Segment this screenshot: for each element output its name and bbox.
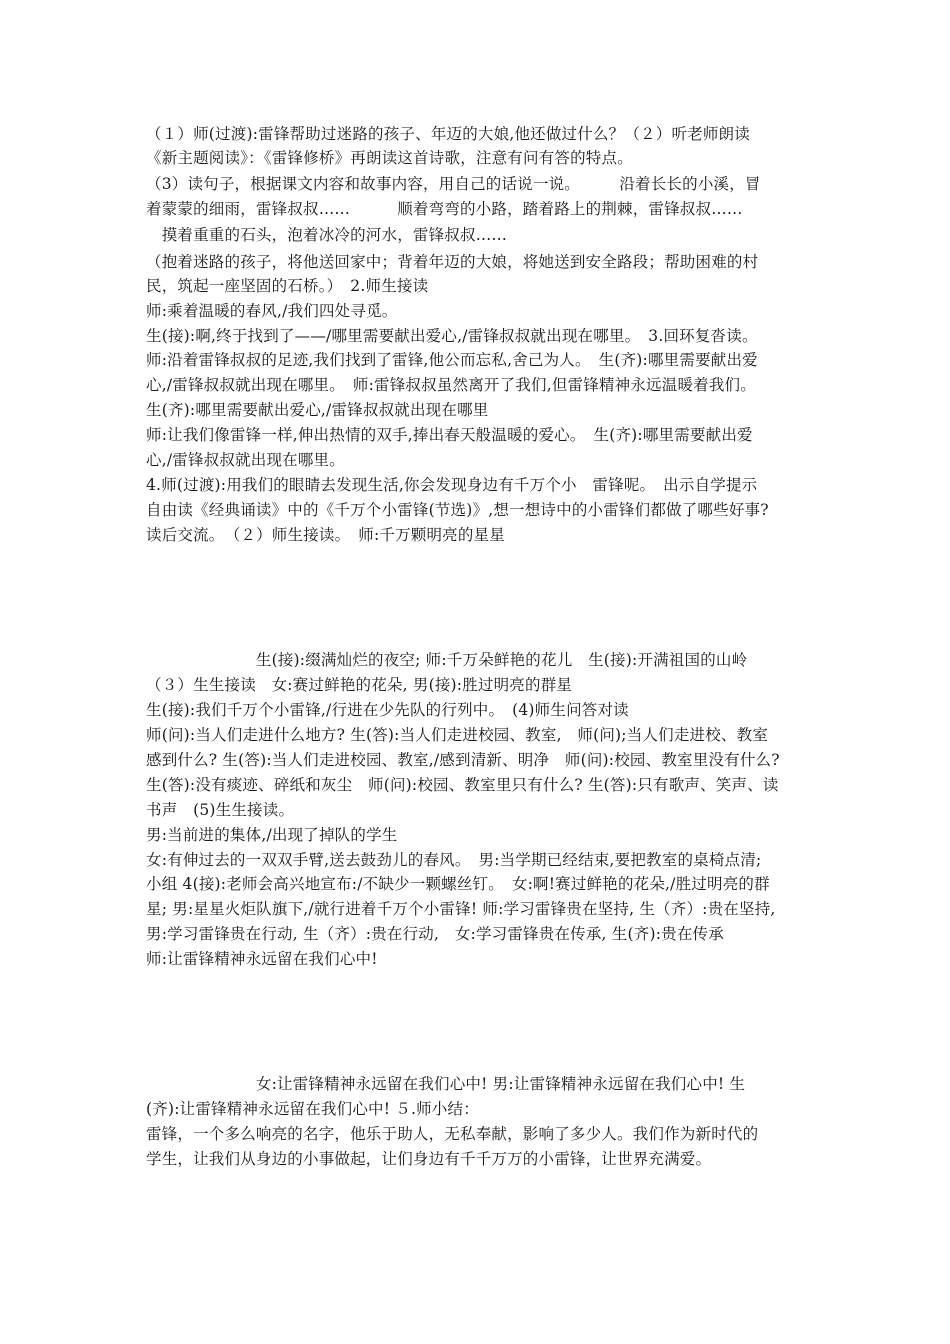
text-line: 《新主题阅读》：《雷锋修桥》再朗读这首诗歌，注意有问有答的特点。 bbox=[146, 149, 633, 167]
text-line: 生(答):没有痰迹、碎纸和灰尘 师(问):校园、教室里只有什么? 生(答):只有歌声、笑声、读 bbox=[146, 776, 779, 794]
text-line: 书声 (5)生生接读。 bbox=[146, 801, 295, 819]
text-line: 师:乘着温暖的春风,/我们四处寻觅。 bbox=[146, 302, 398, 320]
text-line: 心,/雷锋叔叔就出现在哪里。 师:雷锋叔叔虽然离开了我们,但雷锋精神永远温暖着我们。 bbox=[146, 376, 756, 394]
text-line: 雷锋，一个多么响亮的名字，他乐于助人，无私奉献，影响了多少人。我们作为新时代的 bbox=[146, 1125, 759, 1143]
text-line: （抱着迷路的孩子，将他送回家中；背着年迈的大娘，将她送到安全路段；帮助困难的村 bbox=[146, 253, 759, 271]
text-line: （３）生生接读 女:赛过鲜艳的花朵, 男(接):胜过明亮的群星 bbox=[146, 676, 573, 694]
text-line: 师:让雷锋精神永远留在我们心中! bbox=[146, 950, 378, 968]
text-line: 民，筑起一座坚固的石桥。） 2.师生接读 bbox=[146, 277, 429, 295]
text-line: 生(接):啊,终于找到了——/哪里需要献出爱心,/雷锋叔叔就出现在哪里。 3.回环复沓读。 bbox=[146, 327, 758, 345]
text-line: 摸着重重的石头，泡着冰冷的河水，雷锋叔叔…… bbox=[146, 226, 508, 244]
text-line: 女:有伸过去的一双双手臂,送去鼓劲儿的春风。 男:当学期已经结束,要把教室的桌椅点清; bbox=[146, 851, 762, 869]
text-line: 学生，让我们从身边的小事做起，让们身边有千千万万的小雷锋，让世界充满爱。 bbox=[146, 1150, 712, 1168]
text-line: 师:让我们像雷锋一样,伸出热情的双手,捧出春天般温暖的爱心。 生(齐):哪里需要献出爱 bbox=[146, 426, 753, 444]
text-line: 生(齐):哪里需要献出爱心,/雷锋叔叔就出现在哪里 bbox=[146, 401, 489, 419]
text-line: 男:当前进的集体,/出现了掉队的学生 bbox=[146, 826, 398, 844]
text-line: 自由读《经典诵读》中的《千万个小雷锋(节选)》,想一想诗中的小雷锋们都做了哪些好事? bbox=[146, 501, 769, 519]
text-line: 男:学习雷锋贵在行动, 生（齐）:贵在行动, 女:学习雷锋贵在传承, 生(齐):贵在传承 bbox=[146, 925, 724, 943]
text-line: 心,/雷锋叔叔就出现在哪里。 bbox=[146, 451, 345, 469]
text-line: （１）师(过渡):雷锋帮助过迷路的孩子、年迈的大娘,他还做过什么？（２）听老师朗读 bbox=[146, 125, 750, 143]
text-line: 生(接):缀满灿烂的夜空; 师:千万朵鲜艳的花儿 生(接):开满祖国的山岭 bbox=[146, 651, 748, 669]
text-line: 小组 4(接):老师会高兴地宣布:/不缺少一颗螺丝钉。 女:啊!赛过鲜艳的花朵,/胜过明亮的群 bbox=[146, 875, 770, 893]
text-line: 师:沿着雷锋叔叔的足迹,我们找到了雷锋,他公而忘私,舍己为人。 生(齐):哪里需要献出爱 bbox=[146, 351, 758, 369]
text-line: 着蒙蒙的细雨，雷锋叔叔…… 顺着弯弯的小路，踏着路上的荆棘，雷锋叔叔…… bbox=[146, 200, 743, 218]
text-line: 读后交流。 （２）师生接读。 师:千万颗明亮的星星 bbox=[146, 526, 505, 544]
text-line: 女:让雷锋精神永远留在我们心中! 男:让雷锋精神永远留在我们心中! 生 bbox=[146, 1075, 746, 1093]
text-line: （3）读句子，根据课文内容和故事内容，用自己的话说一说。 沿着长长的小溪，冒 bbox=[146, 175, 761, 193]
text-line: 4.师(过渡):用我们的眼睛去发现生活,你会发现身边有千万个小 雷锋呢。 出示自学提示 bbox=[146, 476, 758, 494]
text-line: 生(接):我们千万个小雷锋,/行进在少先队的行列中。 (4)师生问答对读 bbox=[146, 701, 629, 719]
text-line: 星; 男:星星火炬队旗下,/就行进着千万个小雷锋! 师:学习雷锋贵在坚持, 生（齐）:贵在坚持, bbox=[146, 900, 776, 918]
text-line: 师(问):当人们走进什么地方? 生(答):当人们走进校园、教室, 师(问);当人们走进校、教室 bbox=[146, 726, 769, 744]
text-line: 感到什么? 生(答):当人们走进校园、教室,/感到清新、明净 师(问):校园、教室里没有什么? bbox=[146, 751, 780, 769]
text-line: (齐):让雷锋精神永远留在我们心中! ５.师小结： bbox=[146, 1100, 479, 1118]
